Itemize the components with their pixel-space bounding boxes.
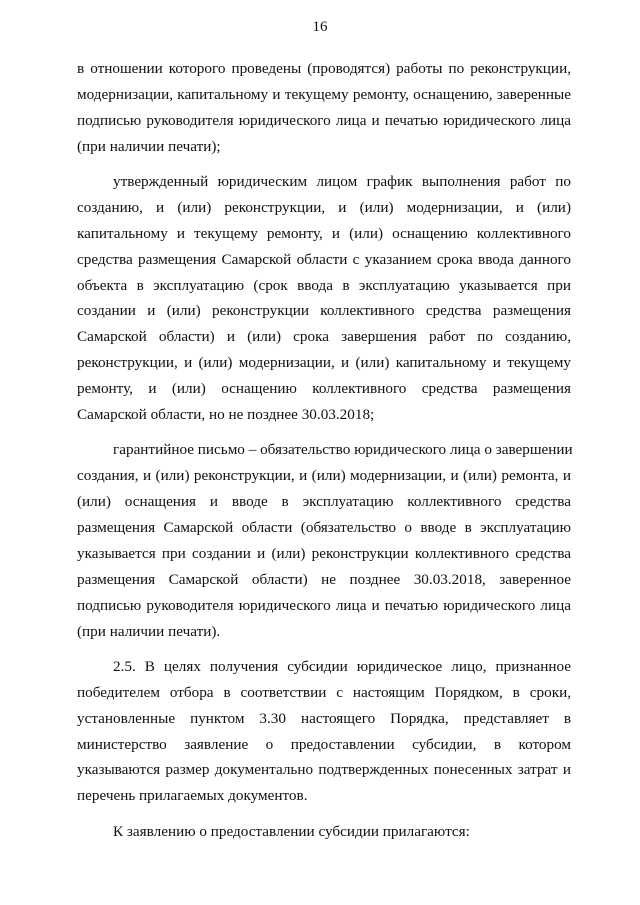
document-body bbox=[77, 56, 571, 844]
text-line: победителем отбора в соответствии с настоящим Порядком, в сроки, bbox=[77, 683, 571, 701]
text-line: создания, и (или) реконструкции, и (или) модернизации, и (или) ремонта, и bbox=[77, 467, 571, 485]
paragraph bbox=[77, 437, 571, 644]
text-line: размещения Самарской области (обязательство о вводе в эксплуатацию bbox=[77, 519, 571, 536]
paragraph bbox=[77, 819, 571, 845]
text-line: гарантийное письмо – обязательство юридического лица о завершении bbox=[113, 441, 573, 459]
text-line: средства размещения Самарской области с указанием срока ввода данного bbox=[77, 250, 571, 268]
text-line: капитальному и текущему ремонту, и (или) оснащению коллективного bbox=[77, 224, 571, 242]
text-line: размещения Самарской области) не позднее 30.03.2018, заверенное bbox=[77, 570, 571, 588]
text-line: Самарской области, но не позднее 30.03.2018; bbox=[77, 406, 375, 424]
page-number: 16 bbox=[312, 19, 328, 35]
paragraph-gap bbox=[77, 645, 571, 654]
text-line: реконструкции, и (или) модернизации, и (или) капитальному и текущему bbox=[77, 354, 571, 372]
text-line: министерство заявление о предоставлении субсидии, в котором bbox=[77, 735, 571, 753]
text-line: (при наличии печати). bbox=[77, 622, 221, 640]
text-line: указываются размер документально подтвержденных понесенных затрат и bbox=[77, 761, 571, 779]
text-line: созданию, и (или) реконструкции, и (или) модернизации, и (или) bbox=[77, 198, 571, 216]
paragraph-gap bbox=[77, 809, 571, 818]
text-line: перечень прилагаемых документов. bbox=[77, 787, 308, 805]
paragraph-gap bbox=[77, 160, 571, 169]
text-line: 2.5. В целях получения субсидии юридическое лицо, признанное bbox=[113, 657, 571, 675]
paragraph bbox=[77, 169, 571, 428]
text-line: (при наличии печати); bbox=[77, 137, 221, 155]
text-line: установленные пунктом 3.30 настоящего Порядка, представляет в bbox=[77, 709, 571, 727]
text-line: объекта в эксплуатацию (срок ввода в эксплуатацию указывается при bbox=[77, 276, 571, 294]
text-line: Самарской области) и (или) срока завершения работ по созданию, bbox=[77, 328, 571, 346]
paragraph bbox=[77, 654, 571, 809]
paragraph bbox=[77, 56, 571, 160]
paragraph-gap bbox=[77, 428, 571, 437]
text-line: указывается при создании и (или) реконструкции коллективного средства bbox=[77, 544, 571, 562]
text-line: подписью руководителя юридического лица и печатью юридического лица bbox=[77, 111, 571, 129]
text-line: утвержденный юридическим лицом график выполнения работ по bbox=[113, 172, 571, 190]
text-line: создании и (или) реконструкции коллективного средства размещения bbox=[77, 302, 571, 320]
text-line: модернизации, капитальному и текущему ремонту, оснащению, заверенные bbox=[77, 85, 571, 103]
text-line: К заявлению о предоставлении субсидии прилагаются: bbox=[113, 822, 470, 840]
text-line: (или) оснащения и вводе в эксплуатацию коллективного средства bbox=[77, 493, 571, 511]
text-line: ремонту, и (или) оснащению коллективного средства размещения bbox=[77, 380, 571, 398]
text-line: в отношении которого проведены (проводятся) работы по реконструкции, bbox=[77, 60, 571, 77]
text-line: подписью руководителя юридического лица и печатью юридического лица bbox=[77, 596, 571, 614]
